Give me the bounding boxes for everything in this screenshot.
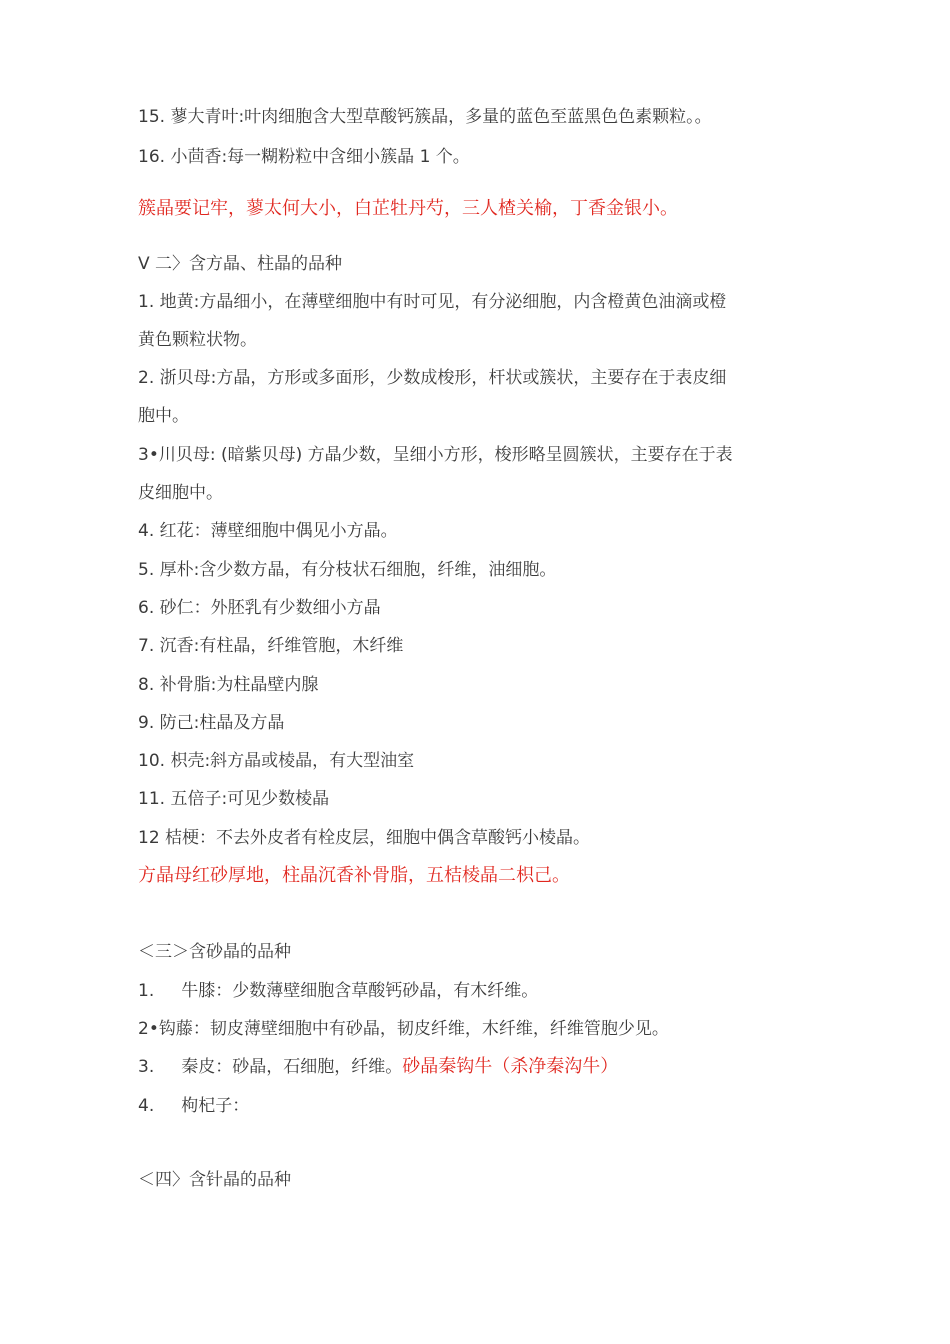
entry-9: 9. 防己:柱晶及方晶 [138,713,285,733]
entry-16: 16. 小茴香:每一糊粉粒中含细小簇晶 1 个。 [138,147,470,167]
entry-3-line-1: 3•川贝母: (暗紫贝母) 方晶少数，呈细小方形，梭形略呈圆簇状，主要存在于表 [138,445,733,465]
sand-entry-3-text: 3. 秦皮：砂晶，石细胞，纤维。 [138,1057,403,1077]
section-heading-sand-crystals: ＜三＞含砂晶的品种 [138,942,291,962]
entry-1-line-2: 黄色颗粒状物。 [138,330,257,350]
mnemonic-square-crystals: 方晶母红砂厚地，柱晶沉香补骨脂，五桔棱晶二枳己。 [138,865,570,886]
section-heading-square-crystals: V 二〉含方晶、柱晶的品种 [138,254,343,274]
section-heading-needle-crystals: ＜四〉含针晶的品种 [138,1170,291,1190]
sand-entry-1: 1. 牛膝：少数薄壁细胞含草酸钙砂晶，有木纤维。 [138,981,539,1001]
mnemonic-cluster-crystals: 簇晶要记牢，蓼太何大小，白芷牡丹芍，三人楂关榆，丁香金银小。 [138,198,678,219]
entry-8: 8. 补骨脂:为柱晶壁内腺 [138,675,319,695]
entry-3-line-2: 皮细胞中。 [138,483,223,503]
sand-entry-2: 2•钩藤：韧皮薄壁细胞中有砂晶，韧皮纤维，木纤维，纤维管胞少见。 [138,1019,669,1039]
sand-entry-3 [138,1056,618,1078]
entry-12: 12 桔梗：不去外皮者有栓皮层，细胞中偶含草酸钙小棱晶。 [138,828,591,848]
entry-10: 10. 枳壳:斜方晶或棱晶，有大型油室 [138,751,415,771]
entry-7: 7. 沉香:有柱晶，纤维管胞，木纤维 [138,636,404,656]
mnemonic-sand-crystals: 砂晶秦钩牛（杀净秦沟牛） [402,1056,619,1077]
entry-1-line-1: 1. 地黄:方晶细小，在薄壁细胞中有时可见，有分泌细胞，内含橙黄色油滴或橙 [138,292,727,312]
sand-entry-4: 4. 枸杞子： [138,1096,250,1116]
entry-15: 15. 蓼大青叶:叶肉细胞含大型草酸钙簇晶，多量的蓝色至蓝黑色色素颗粒。。 [138,107,712,127]
entry-5: 5. 厚朴:含少数方晶，有分枝状石细胞，纤维，油细胞。 [138,560,557,580]
entry-2-line-2: 胞中。 [138,406,189,426]
entry-6: 6. 砂仁：外胚乳有少数细小方晶 [138,598,381,618]
entry-11: 11. 五倍子:可见少数棱晶 [138,789,330,809]
entry-4: 4. 红花：薄壁细胞中偶见小方晶。 [138,521,398,541]
entry-2-line-1: 2. 浙贝母:方晶，方形或多面形，少数成梭形，杆状或簇状，主要存在于表皮细 [138,368,727,388]
